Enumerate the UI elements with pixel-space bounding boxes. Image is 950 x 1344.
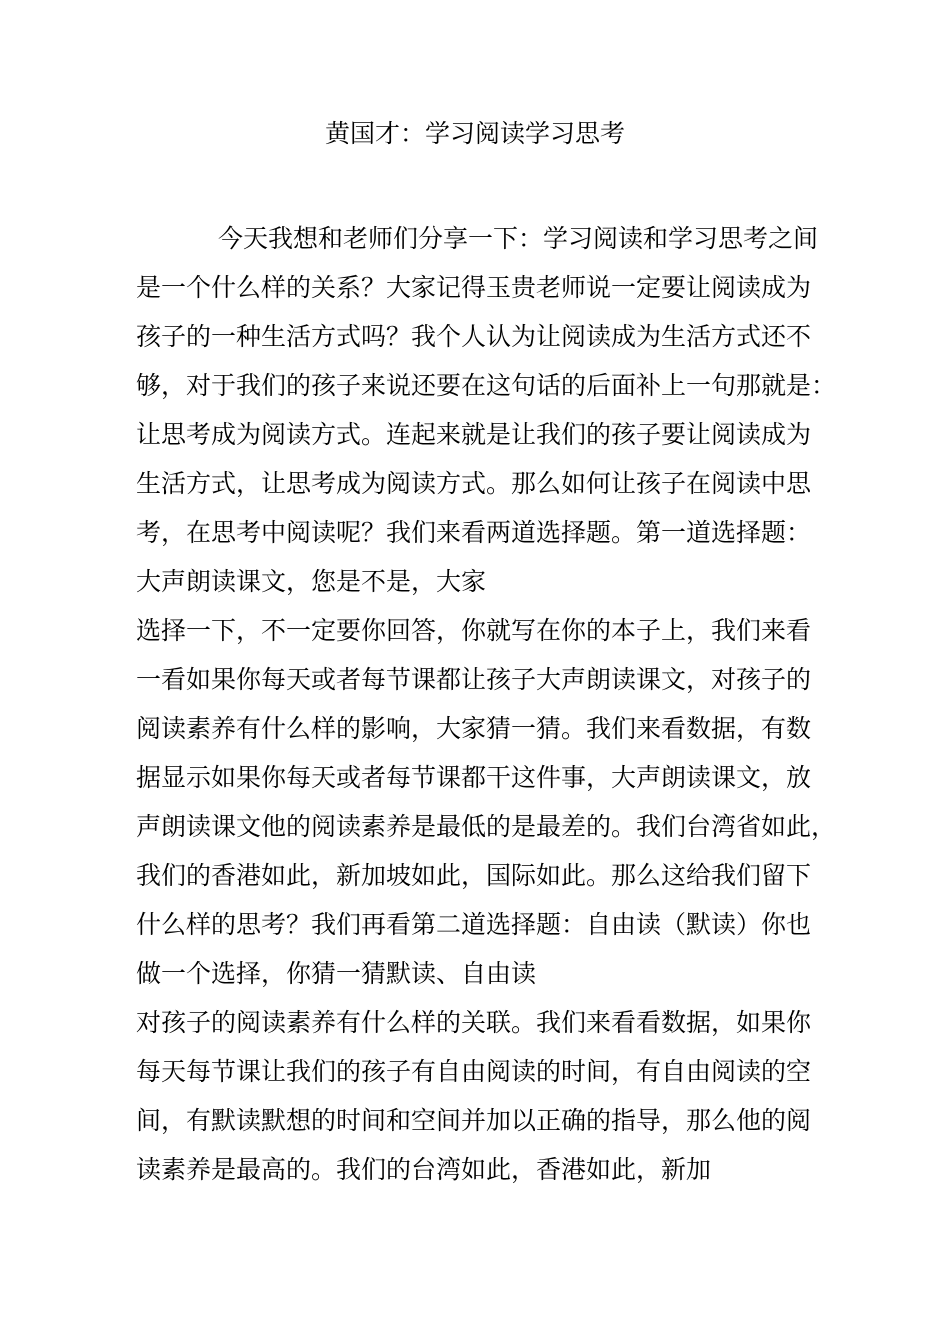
body-text bbox=[136, 214, 850, 1194]
text-line: 间，有默读默想的时间和空间并加以正确的指导，那么他的阅 bbox=[136, 1106, 812, 1135]
text-line: 让思考成为阅读方式。连起来就是让我们的孩子要让阅读成为 bbox=[136, 420, 812, 449]
text-line: 声朗读课文他的阅读素养是最低的是最差的。我们台湾省如此， bbox=[136, 812, 837, 841]
text-line: 一看如果你每天或者每节课都让孩子大声朗读课文，对孩子的 bbox=[136, 665, 812, 694]
text-line: 今天我想和老师们分享一下：学习阅读和学习思考之间 bbox=[218, 224, 819, 253]
text-line: 读素养是最高的。我们的台湾如此，香港如此，新加 bbox=[136, 1155, 712, 1184]
text-line: 阅读素养有什么样的影响，大家猜一猜。我们来看数据，有数 bbox=[136, 714, 812, 743]
text-line: 据显示如果你每天或者每节课都干这件事，大声朗读课文，放 bbox=[136, 763, 812, 792]
text-line: 够，对于我们的孩子来说还要在这句话的后面补上一句那就是： bbox=[136, 371, 837, 400]
text-line: 我们的香港如此，新加坡如此，国际如此。那么这给我们留下 bbox=[136, 861, 812, 890]
text-line: 大声朗读课文，您是不是，大家 bbox=[136, 567, 487, 596]
text-line: 生活方式，让思考成为阅读方式。那么如何让孩子在阅读中思 bbox=[136, 469, 812, 498]
text-line: 选择一下，不一定要你回答，你就写在你的本子上，我们来看 bbox=[136, 616, 812, 645]
page-title: 黄国才：学习阅读学习思考 bbox=[324, 119, 625, 148]
text-line: 是一个什么样的关系？大家记得玉贵老师说一定要让阅读成为 bbox=[136, 273, 812, 302]
text-line: 每天每节课让我们的孩子有自由阅读的时间，有自由阅读的空 bbox=[136, 1057, 812, 1086]
text-line: 对孩子的阅读素养有什么样的关联。我们来看看数据，如果你 bbox=[136, 1008, 812, 1037]
text-line: 做一个选择，你猜一猜默读、自由读 bbox=[136, 959, 537, 988]
text-line: 孩子的一种生活方式吗？我个人认为让阅读成为生活方式还不 bbox=[136, 322, 812, 351]
text-line: 考，在思考中阅读呢？我们来看两道选择题。第一道选择题： bbox=[136, 518, 812, 547]
text-line: 什么样的思考？我们再看第二道选择题：自由读（默读）你也 bbox=[136, 910, 812, 939]
